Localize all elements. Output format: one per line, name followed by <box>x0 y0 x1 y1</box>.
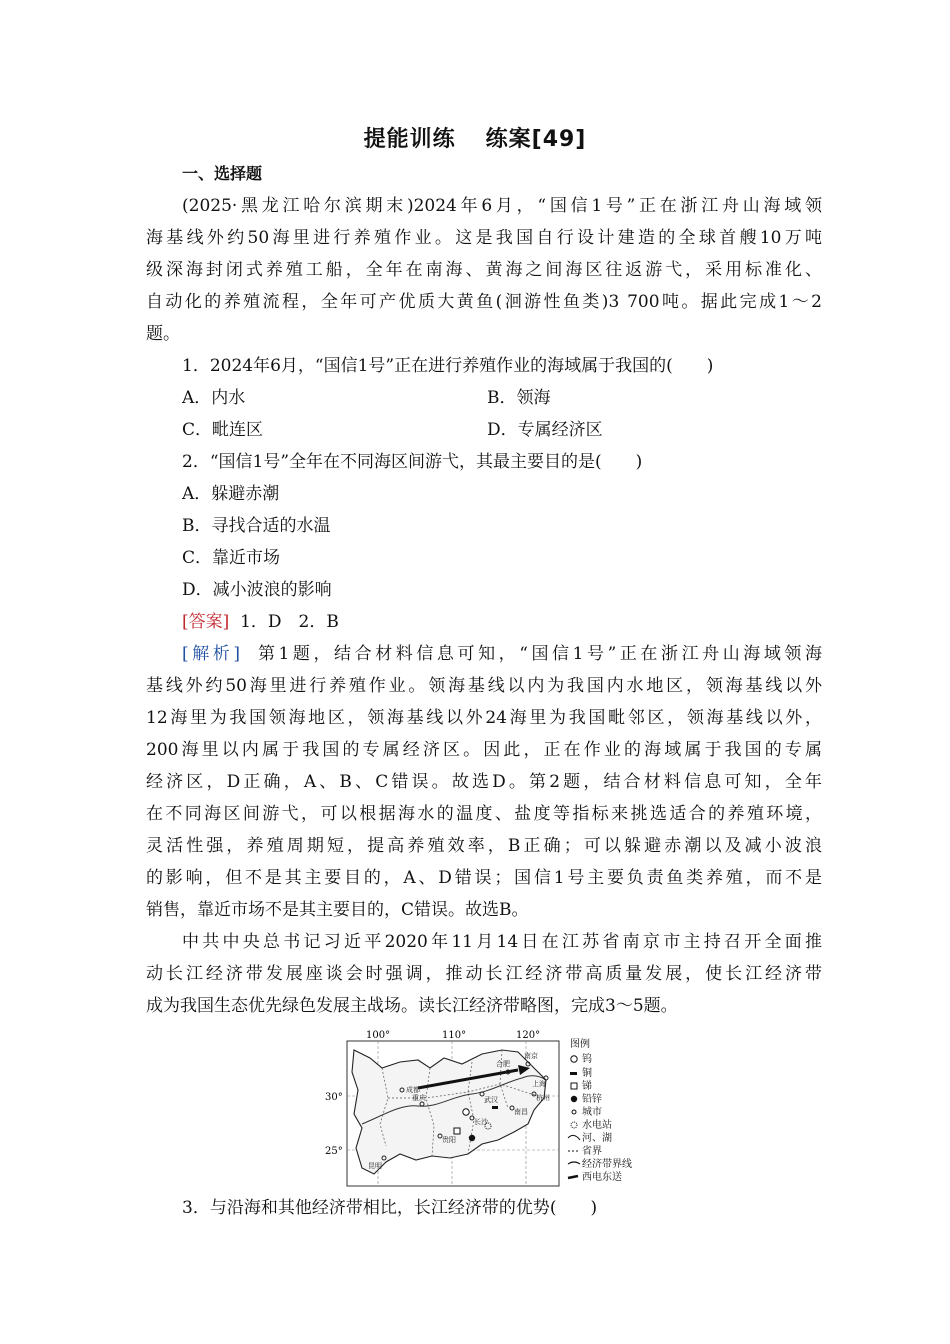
title-part2: 练案[49] <box>485 127 587 152</box>
analysis-block <box>146 638 822 926</box>
legend-item: 经济带界线 <box>582 1159 632 1170</box>
antimony-icon <box>454 1128 460 1134</box>
paragraph-line: 级深海封闭式养殖工船，全年在南海、黄海之间海区往返游弋，采用标准化、 <box>146 260 822 280</box>
legend-item: 锑 <box>582 1081 592 1092</box>
paragraph-line: 成为我国生态优先绿色发展主战场。读长江经济带略图，完成3～5题。 <box>146 996 678 1016</box>
paragraph-line: 的影响，但不是其主要目的，A、D错误；国信1号主要负责鱼类养殖，而不是 <box>146 868 822 888</box>
page-title <box>0 122 950 153</box>
legend-item: 城市 <box>582 1107 602 1118</box>
option-row <box>146 414 822 446</box>
tungsten-icon <box>463 1109 469 1115</box>
question-stem: 1．2024年6月，“国信1号”正在进行养殖作业的海域属于我国的( ) <box>182 356 714 376</box>
option-c: C．靠近市场 <box>182 548 281 568</box>
option-row <box>146 382 822 414</box>
legend-item: 铜 <box>582 1068 592 1079</box>
option-a: A．内水 <box>182 388 246 408</box>
tungsten-icon <box>571 1056 577 1062</box>
legend-item: 钨 <box>582 1054 592 1065</box>
lon-label: 100° <box>366 1030 391 1041</box>
yangtze-economic-belt-map <box>322 1028 652 1188</box>
legend-item: 水电站 <box>582 1120 612 1131</box>
paragraph-line: 题。 <box>146 324 180 344</box>
legend-item: 西电东送 <box>582 1172 622 1183</box>
option-c: C．毗连区 <box>182 420 264 440</box>
legend-item: 省界 <box>582 1146 602 1157</box>
paragraph-line: 中共中央总书记习近平2020年11月14日在江苏省南京市主持召开全面推 <box>182 932 822 952</box>
question-stem: 2．“国信1号”全年在不同海区间游弋，其最主要目的是( ) <box>182 452 643 472</box>
legend-item: 铅锌 <box>582 1094 602 1105</box>
option-d: D．专属经济区 <box>487 420 603 440</box>
intro-paragraph-2 <box>146 926 822 1022</box>
city-label: 成都 <box>406 1086 420 1094</box>
paragraph-line: 200海里以内属于我国的专属经济区。因此，正在作业的海域属于我国的专属 <box>146 740 822 760</box>
answer-text: 1．D 2．B <box>240 612 339 632</box>
section-heading: 一、选择题 <box>182 164 263 183</box>
city-label: 杭州 <box>536 1094 550 1102</box>
question-2 <box>146 446 822 606</box>
legend-title: 图例 <box>570 1039 590 1050</box>
city-label: 南昌 <box>514 1108 528 1116</box>
city-label: 南京 <box>524 1052 538 1060</box>
paragraph-line: 在不同海区间游弋，可以根据海水的温度、盐度等指标来挑选适合的养殖环境， <box>146 804 822 824</box>
city-label: 重庆 <box>412 1094 426 1102</box>
paragraph-line: (2025·黑龙江哈尔滨期末)2024年6月，“国信1号”正在浙江舟山海域领 <box>182 196 822 216</box>
analysis-first-line <box>146 638 822 670</box>
title-part1: 提能训练 <box>363 127 456 152</box>
hydropower-icon <box>571 1122 577 1128</box>
analysis-first: 第1题，结合材料信息可知，“国信1号”正在浙江舟山海域领海 <box>257 644 823 664</box>
paragraph-line: 经济区，D正确，A、B、C错误。故选D。第2题，结合材料信息可知，全年 <box>146 772 822 792</box>
belt-boundary-icon <box>568 1162 580 1164</box>
question-1 <box>146 350 822 446</box>
main-content <box>146 158 822 1224</box>
lead-zinc-icon <box>469 1135 475 1141</box>
antimony-icon <box>571 1083 577 1089</box>
city-label: 昆明 <box>368 1162 382 1170</box>
city-label: 上海 <box>532 1080 546 1088</box>
power-transmission-icon <box>568 1176 578 1178</box>
option-b: B．寻找合适的水温 <box>182 516 331 536</box>
city-label: 合肥 <box>496 1060 510 1068</box>
lat-label: 25° <box>325 1146 343 1157</box>
lead-zinc-icon <box>571 1096 577 1102</box>
map-legend <box>568 1037 632 1183</box>
lat-label: 30° <box>325 1092 343 1103</box>
analysis-tag: [解析] <box>182 644 240 664</box>
legend-item: 河、湖 <box>582 1133 612 1144</box>
paragraph-line: 12海里为我国领海地区，领海基线以外24海里为我国毗邻区，领海基线以外， <box>146 708 822 728</box>
option-b: B．领海 <box>487 388 551 408</box>
option-a: A．躲避赤潮 <box>182 484 280 504</box>
lon-label: 110° <box>442 1030 467 1041</box>
paragraph-line: 销售，靠近市场不是其主要目的，C错误。故选B。 <box>146 900 529 920</box>
copper-icon <box>492 1106 498 1109</box>
question-3-stem: 3．与沿海和其他经济带相比，长江经济带的优势( ) <box>182 1198 598 1218</box>
paragraph-line: 灵活性强，养殖周期短，提高养殖效率，B正确；可以躲避赤潮以及减小波浪 <box>146 836 822 856</box>
figure-container <box>146 1022 822 1192</box>
copper-icon <box>570 1072 577 1075</box>
paragraph-line: 自动化的养殖流程，全年可产优质大黄鱼(洄游性鱼类)3 700吨。据此完成1～2 <box>146 292 822 312</box>
intro-paragraph-1 <box>146 190 822 350</box>
paragraph-line: 动长江经济带发展座谈会时强调，推动长江经济带高质量发展，使长江经济带 <box>146 964 822 984</box>
answer-tag: [答案] <box>182 612 230 632</box>
option-d: D．减小波浪的影响 <box>182 580 332 600</box>
city-label: 长沙 <box>474 1118 488 1126</box>
city-icon <box>572 1110 576 1114</box>
answer-line <box>146 606 822 638</box>
river-icon <box>568 1135 580 1140</box>
paragraph-line: 基线外约50海里进行养殖作业。领海基线以内为我国内水地区，领海基线以外 <box>146 676 822 696</box>
city-label: 武汉 <box>484 1096 498 1104</box>
city-label: 贵阳 <box>442 1136 456 1144</box>
lon-label: 120° <box>516 1030 541 1041</box>
paragraph-line: 海基线外约50海里进行养殖作业。这是我国自行设计建造的全球首艘10万吨 <box>146 228 822 248</box>
